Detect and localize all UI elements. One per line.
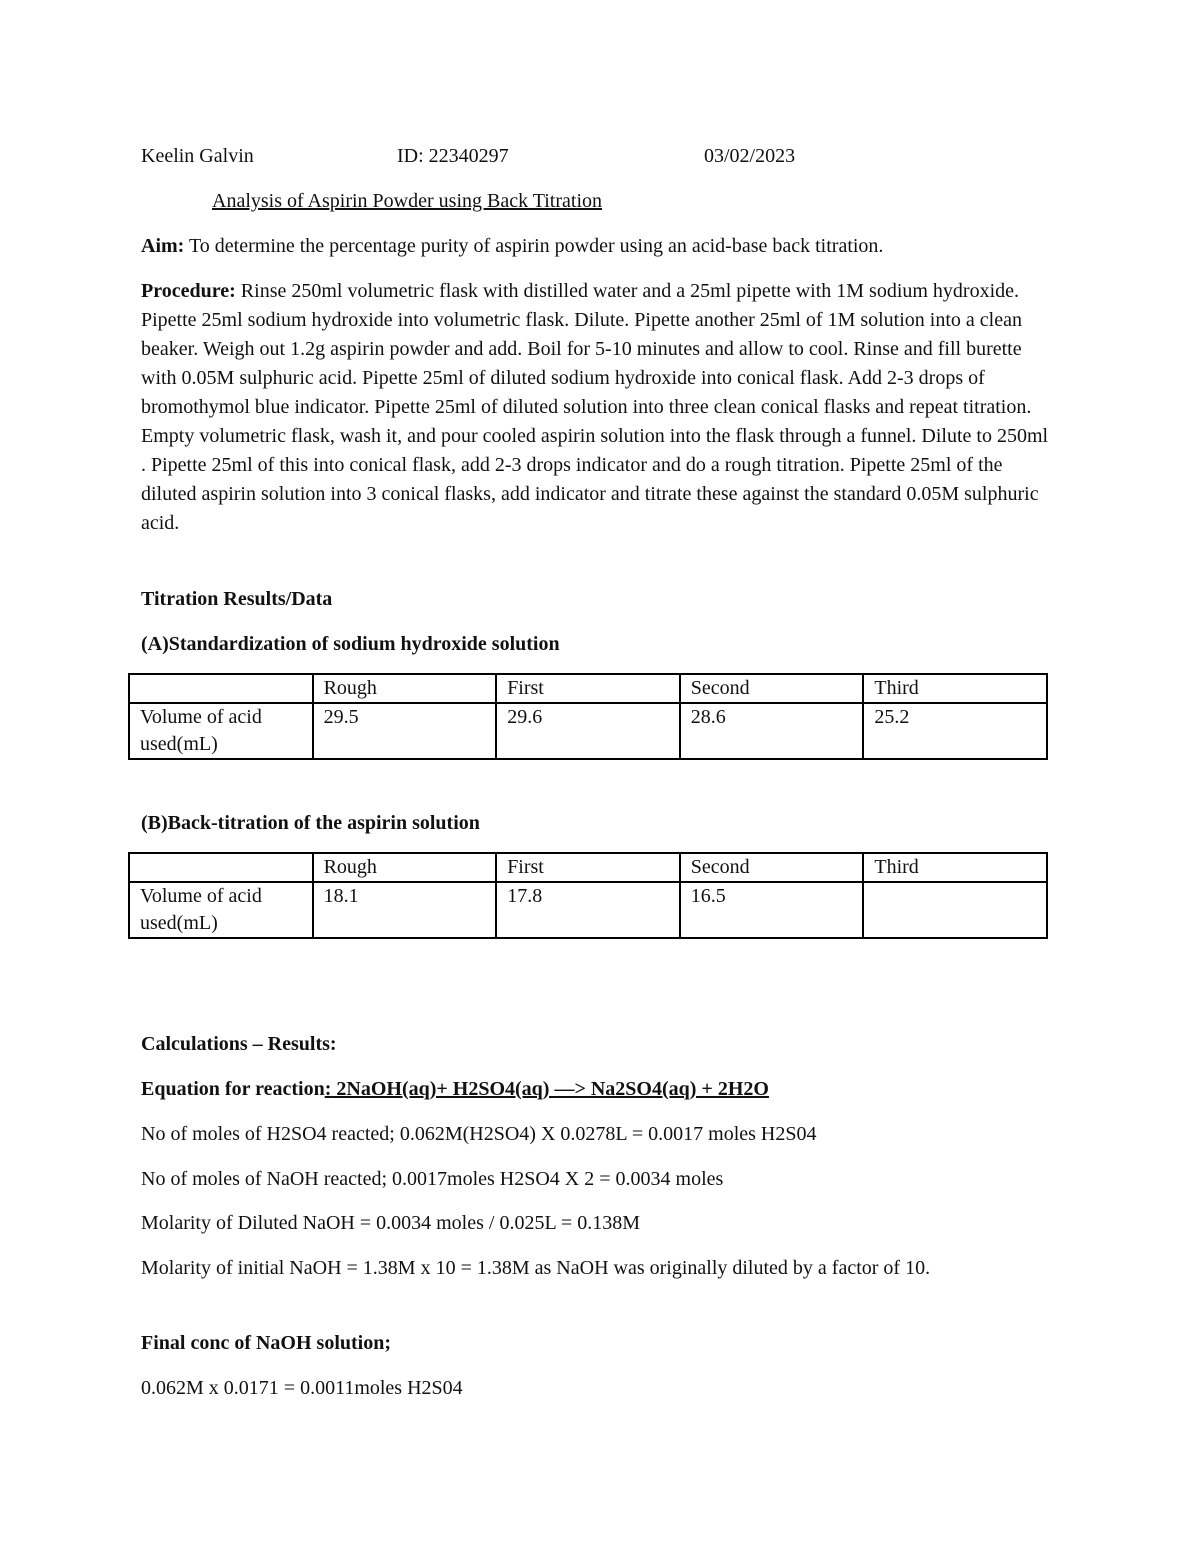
table-b-header-cell: Third [863,853,1047,882]
calc-line-molarity-initial: Molarity of initial NaOH = 1.38M x 10 = 1.38M as NaOH was originally diluted by a factor of 10. [141,1257,931,1279]
table-b-cell: 17.8 [496,882,680,938]
table-a-heading: (A)Standardization of sodium hydroxide solution [141,633,560,655]
calc-line-moles-h2so4: No of moles of H2SO4 reacted; 0.062M(H2SO4) X 0.0278L = 0.0017 moles H2S04 [141,1123,817,1145]
table-a-cell: 25.2 [863,703,1047,759]
table-a-header-cell: First [496,674,680,703]
table-a-header-cell: Third [863,674,1047,703]
calc-line-moles-naoh: No of moles of NaOH reacted; 0.0017moles H2SO4 X 2 = 0.0034 moles [141,1168,724,1190]
table-a-header-cell [129,674,313,703]
table-row [129,703,1047,759]
equation-label: Equation for reaction [141,1078,325,1100]
table-a-header-row [129,674,1047,703]
calculations-heading: Calculations – Results: [141,1033,337,1055]
procedure-label: Procedure: [141,280,236,302]
table-a-cell: 28.6 [680,703,864,759]
table-b-header-cell: First [496,853,680,882]
table-b-row-label: Volume of acid used(mL) [129,882,313,938]
table-b-heading: (B)Back-titration of the aspirin solution [141,812,480,834]
table-b-header-cell: Rough [313,853,497,882]
table-b-header-cell: Second [680,853,864,882]
table-b-cell [863,882,1047,938]
table-b-header-cell [129,853,313,882]
procedure-text: Rinse 250ml volumetric flask with distilled water and a 25ml pipette with 1M sodium hydroxide. Pipette 25ml sodium hydroxide into volumetric flask. Dilute. Pipette another 25ml of 1M solution into a clean beaker. Weigh out 1.2g aspirin powder and add. Boil for 5-10 minutes and allow to cool. Rinse and fill burette with 0.05M sulphuric acid. Pipette 25ml of diluted sodium hydroxide into conical flask. Add 2-3 drops of bromothymol blue indicator. Pipette 25ml of diluted solution into three clean conical flasks and repeat titration. Empty volumetric flask, wash it, and pour cooled aspirin solution into the flask through a funnel. Dilute to 250ml . Pipette 25ml of this into conical flask, add 2-3 drops indicator and do a rough titration. Pipette 25ml of the diluted aspirin solution into 3 conical flasks, add indicator and titrate these against the standard 0.05M sulphuric acid. [141,280,1049,534]
table-b-cell: 18.1 [313,882,497,938]
table-row [129,882,1047,938]
equation-colon: : [324,1078,332,1100]
header-id: ID: 22340297 [397,145,509,167]
table-a [128,673,1048,760]
equation-text: 2NaOH(aq)+ H2SO4(aq) ––> Na2SO4(aq) + 2H2O [331,1078,769,1100]
table-b-header-row [129,853,1047,882]
aim-paragraph [141,232,1056,261]
document-title: Analysis of Aspirin Powder using Back Titration [212,190,603,212]
equation-line [141,1075,1056,1104]
table-a-header-cell: Second [680,674,864,703]
calc-line-final: 0.062M x 0.0171 = 0.0011moles H2S04 [141,1377,463,1399]
aim-label: Aim: [141,235,185,257]
table-b-cell: 16.5 [680,882,864,938]
aim-text: To determine the percentage purity of aspirin powder using an acid-base back titration. [184,235,884,257]
final-conc-heading: Final conc of NaOH solution; [141,1332,392,1354]
table-b [128,852,1048,939]
table-a-cell: 29.6 [496,703,680,759]
table-a-cell: 29.5 [313,703,497,759]
header-date: 03/02/2023 [704,145,796,167]
procedure-paragraph [141,277,1056,538]
table-a-row-label: Volume of acid used(mL) [129,703,313,759]
header-name: Keelin Galvin [141,145,254,167]
results-heading: Titration Results/Data [141,588,333,610]
table-a-header-cell: Rough [313,674,497,703]
calc-line-molarity-diluted: Molarity of Diluted NaOH = 0.0034 moles / 0.025L = 0.138M [141,1212,640,1234]
